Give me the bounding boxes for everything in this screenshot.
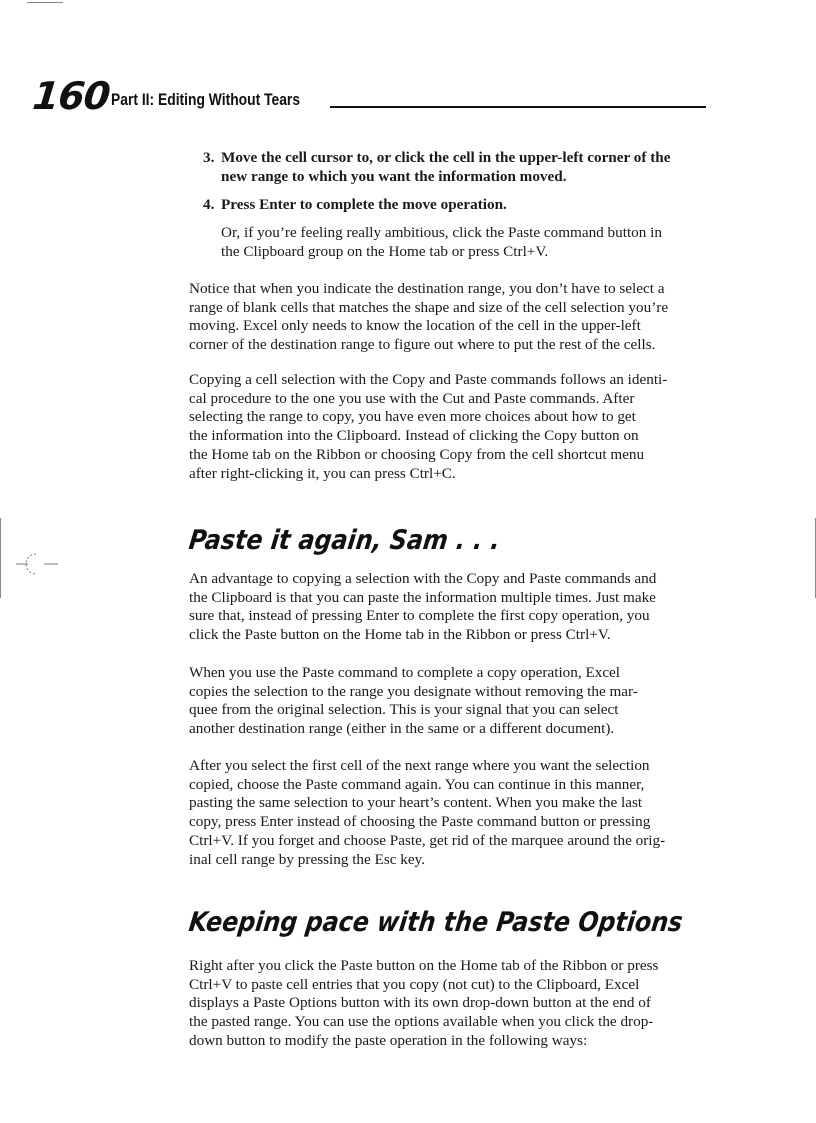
text-line: After you select the first cell of the next range where you want the selection (189, 757, 650, 774)
text-line: moving. Excel only needs to know the location of the cell in the upper-left (189, 317, 641, 335)
registration-mark-icon (14, 548, 64, 578)
text-line: copy, press Enter instead of choosing the Paste command button or pressing (189, 813, 651, 831)
text-line: copies the selection to the range you designate without removing the mar- (189, 682, 638, 700)
crop-mark-top (27, 2, 63, 3)
text-line: When you use the Paste command to complete a copy operation, Excel (189, 664, 621, 681)
text-line: the Home tab on the Ribbon or choosing Copy from the cell shortcut menu (189, 445, 645, 463)
paragraph-paste-command (189, 664, 719, 739)
text-line: displays a Paste Options button with its own drop-down button at the end of (189, 994, 651, 1012)
text-line: Ctrl+V. If you forget and choose Paste, get rid of the marquee around the orig- (189, 831, 666, 849)
section-heading-paste-again: Paste it again, Sam . . . (187, 525, 502, 556)
text-line: after right-clicking it, you can press Ctrl+C. (189, 464, 456, 482)
text-line: inal cell range by pressing the Esc key. (189, 850, 426, 868)
step-number: 4. (203, 196, 215, 213)
text-line: Copying a cell selection with the Copy and Paste commands follows an identi- (189, 371, 668, 388)
step-line: new range to which you want the information moved. (221, 168, 567, 185)
text-line: the Clipboard is that you can paste the information multiple times. Just make (189, 588, 656, 606)
text-line: another destination range (either in the same or a different document). (189, 720, 615, 738)
text-line: down button to modify the paste operation in the following ways: (189, 1031, 588, 1049)
step-text (221, 195, 723, 214)
paragraph-destination-range (189, 280, 719, 355)
text-line: click the Paste button on the Home tab in the Ribbon or press Ctrl+V. (189, 626, 611, 644)
text-line: pasting the same selection to your heart’s content. When you make the last (189, 794, 643, 812)
text-line: the pasted range. You can use the options available when you click the drop- (189, 1013, 654, 1031)
running-head: Part II: Editing Without Tears (111, 91, 301, 109)
crop-mark-left (0, 518, 1, 598)
step-line: Press Enter to complete the move operation. (221, 196, 507, 213)
header-rule (330, 106, 706, 108)
text-line: copied, choose the Paste command again. You can continue in this manner, (189, 775, 645, 793)
text-line: selecting the range to copy, you have even more choices about how to get (189, 408, 636, 426)
text-line: Notice that when you indicate the destination range, you don’t have to select a (189, 280, 665, 297)
step-4 (203, 195, 723, 214)
step-number: 3. (203, 149, 215, 166)
note-line: Or, if you’re feeling really ambitious, click the Paste command button in (221, 224, 662, 241)
paragraph-paste-multiple (189, 570, 719, 645)
text-line: cal procedure to the one you use with the Cut and Paste commands. After (189, 389, 635, 407)
page-number: 160 (30, 74, 112, 118)
text-line: range of blank cells that matches the shape and size of the cell selection you’re (189, 298, 669, 316)
step-line: Move the cell cursor to, or click the cell in the upper-left corner of the (221, 149, 671, 166)
text-line: An advantage to copying a selection with the Copy and Paste commands and (189, 570, 657, 587)
paragraph-next-range (189, 757, 719, 869)
text-line: corner of the destination range to figure out where to put the rest of the cells. (189, 336, 656, 354)
step-4-note (221, 223, 711, 261)
text-line: sure that, instead of pressing Enter to complete the first copy operation, you (189, 607, 650, 625)
text-line: the information into the Clipboard. Instead of clicking the Copy button on (189, 427, 639, 445)
step-3 (203, 148, 723, 186)
paragraph-paste-options (189, 957, 719, 1051)
paragraph-copying-selection (189, 371, 719, 483)
note-line: the Clipboard group on the Home tab or press Ctrl+V. (221, 243, 549, 260)
text-line: quee from the original selection. This is your signal that you can select (189, 701, 619, 719)
step-text (221, 148, 723, 186)
text-line: Ctrl+V to paste cell entries that you copy (not cut) to the Clipboard, Excel (189, 975, 640, 993)
text-line: Right after you click the Paste button on the Home tab of the Ribbon or press (189, 957, 659, 974)
section-heading-paste-options: Keeping pace with the Paste Options (187, 907, 685, 938)
